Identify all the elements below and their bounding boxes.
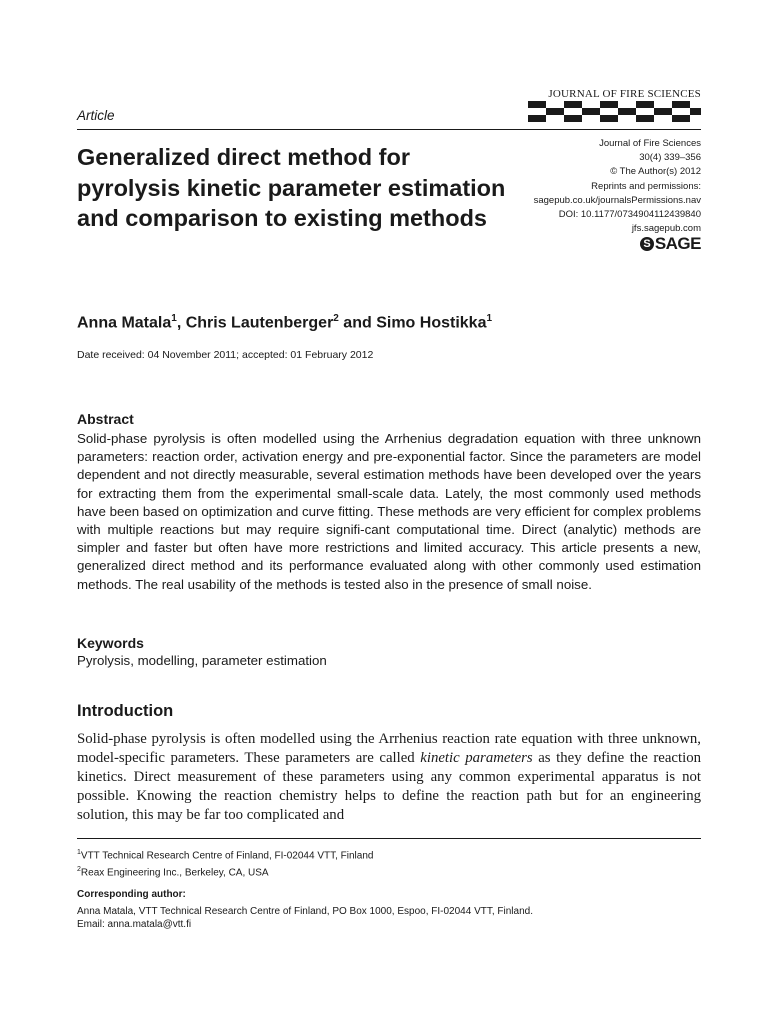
- paper-title: Generalized direct method for pyrolysis kinetic parameter estimation and comparison to existing methods: [77, 144, 506, 231]
- sage-logo-text: SAGE: [654, 234, 701, 253]
- sage-logo-mark: S: [640, 237, 654, 251]
- introduction-heading: Introduction: [77, 702, 174, 720]
- footnote-divider: [77, 838, 701, 839]
- meta-volume: 30(4) 339–356: [639, 152, 701, 164]
- affiliation-mark: 1: [486, 313, 493, 324]
- footnote: [77, 846, 373, 863]
- intro-text-part: Solid-phase pyrolysis is often modelled using the Arrhenius reaction rate equation with three unknown, model-specific parameters. These parameters are called: [77, 731, 701, 766]
- meta-permissions-link[interactable]: sagepub.co.uk/journalsPermissions.nav: [533, 194, 701, 206]
- footnote-mark: 2: [77, 865, 81, 873]
- abstract-heading: Abstract: [77, 411, 134, 427]
- meta-reprints: Reprints and permissions:: [591, 180, 701, 192]
- author-list: [77, 313, 492, 332]
- meta-journal: Journal of Fire Sciences: [599, 138, 701, 149]
- corresponding-author-heading: Corresponding author:: [77, 889, 186, 900]
- author-name: Chris Lautenberger: [185, 314, 334, 332]
- journal-checker-banner: [528, 101, 701, 123]
- footnote-text: VTT Technical Research Centre of Finland, FI-02044 VTT, Finland: [80, 850, 374, 862]
- corresponding-author-address: Anna Matala, VTT Technical Research Centre of Finland, PO Box 1000, Espoo, FI-02044 VTT, Finland.: [77, 906, 533, 917]
- journal-name: JOURNAL OF FIRE SCIENCES: [548, 88, 701, 100]
- author-separator: and: [338, 314, 377, 332]
- affiliation-mark: 2: [333, 313, 339, 324]
- intro-text-part: as they define the reaction kinetics. Direct measurement of these parameters using any common experimental apparatus is not possible. Knowing the reaction chemistry helps to define the reaction path but for an engineering solution, this may be far too complicated and: [77, 750, 701, 823]
- footnote-mark: 1: [77, 849, 81, 856]
- journal-metadata: [481, 137, 701, 236]
- author-separator: ,: [176, 314, 186, 332]
- introduction-text: [77, 730, 701, 825]
- abstract-text: Solid-phase pyrolysis is often modelled using the Arrhenius degradation equation with three unknown parameters: reaction order, activation energy and pre-exponential factor. Since the parameters are model dependent and not directly measurable, several estimation methods have been developed over the years for extracting them from the experimental small-scale data. Lately, the most commonly used methods have been based on optimization and curve fitting. These methods are very efficient for complex problems with multiple reactions but may require signifi-cant computational time. Direct (analytic) methods are simpler and faster but often have more restrictions and limited accuracy. This article presents a new, generalized direct method and its performance evaluated along with other commonly used estimation methods. The real usability of the methods is tested also in the presence of small noise.: [77, 431, 701, 592]
- keywords-heading: Keywords: [77, 635, 144, 651]
- sage-logo: [640, 234, 701, 254]
- corresponding-author-details: [77, 905, 533, 932]
- footnote-text: Reax Engineering Inc., Berkeley, CA, USA: [80, 867, 269, 879]
- affiliation-footnotes: [77, 846, 373, 879]
- submission-dates: Date received: 04 November 2011; accepted: 01 February 2012: [77, 349, 374, 361]
- header-divider: [77, 129, 701, 130]
- keywords-text: Pyrolysis, modelling, parameter estimation: [77, 653, 327, 668]
- intro-emphasis: kinetic parameters: [420, 750, 533, 766]
- meta-copyright: © The Author(s) 2012: [610, 166, 701, 178]
- author-name: Simo Hostikka: [376, 314, 487, 332]
- meta-doi[interactable]: DOI: 10.1177/0734904112439840: [558, 209, 701, 221]
- footnote: [77, 863, 373, 880]
- article-type-label: Article: [77, 108, 115, 123]
- author-name: Anna Matala: [77, 314, 172, 332]
- meta-journal-url[interactable]: jfs.sagepub.com: [631, 223, 701, 235]
- affiliation-mark: 1: [171, 313, 177, 324]
- corresponding-author-email[interactable]: Email: anna.matala@vtt.fi: [77, 919, 192, 931]
